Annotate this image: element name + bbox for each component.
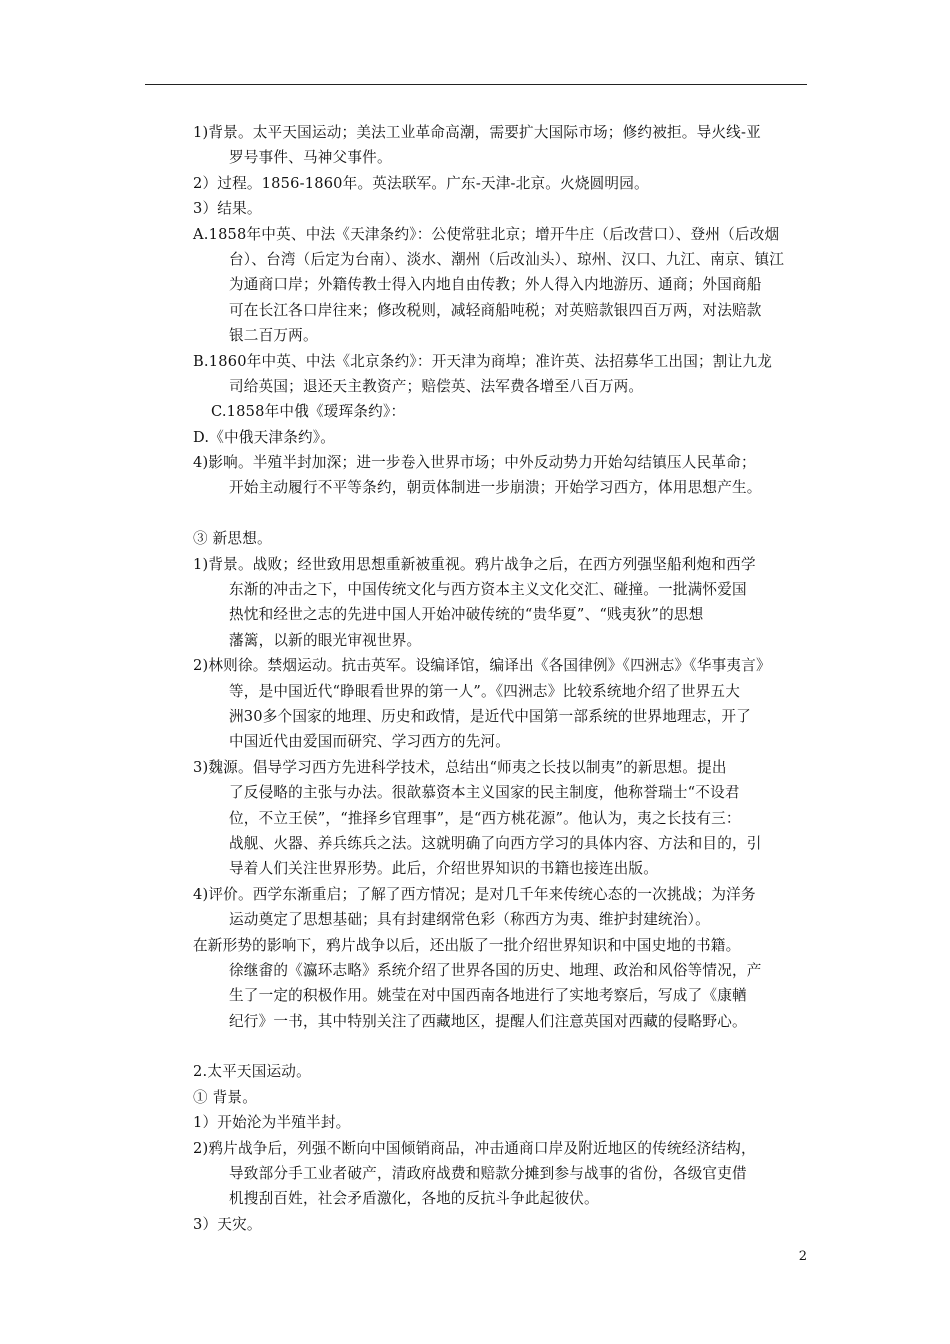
text-line: 2)鸦片战争后，列强不断向中国倾销商品，冲击通商口岸及附近地区的传统经济结构， [193, 1139, 756, 1157]
text-line: 纪行》一书，其中特别关注了西藏地区，提醒人们注意英国对西藏的侵略野心。 [229, 1012, 747, 1030]
paragraph-result-heading [193, 196, 813, 221]
text-line: 2)林则徐。禁烟运动。抗击英军。设编译馆，编译出《各国律例》《四洲志》《华事夷言》 [193, 657, 771, 675]
text-line: 等，是中国近代“睁眼看世界的第一人”。《四洲志》比较系统地介绍了世界五大 [229, 682, 741, 700]
paragraph-lin-zexu [193, 653, 813, 755]
paragraph-treaty-sino-russian-tianjin [193, 425, 813, 450]
section-heading-new-thought [193, 526, 813, 551]
text-line: 罗号事件、马神父事件。 [229, 149, 392, 167]
page-number: 2 [798, 1249, 807, 1264]
text-line: 4)影响。半殖半封加深；进一步卷入世界市场；中外反动势力开始勾结镇压人民革命； [193, 454, 756, 472]
paragraph-semi-colonial [193, 1110, 813, 1135]
text-line: 了反侵略的主张与办法。很歆慕资本主义国家的民主制度，他称誉瑞士“不设君 [229, 784, 740, 802]
text-line: 导着人们关注世界形势。此后，介绍世界知识的书籍也接连出版。 [229, 860, 659, 878]
text-line: 2.太平天国运动。 [193, 1063, 311, 1081]
text-line: B.1860年中英、中法《北京条约》：开天津为商埠；准许英、法招募华工出国；割让九龙 [193, 352, 772, 370]
paragraph-process [193, 171, 813, 196]
paragraph-background [193, 120, 813, 171]
text-line: A.1858年中英、中法《天津条约》：公使常驻北京；增开牛庄（后改营口）、登州（后改烟 [193, 225, 780, 243]
text-line: 1)背景。战败；经世致用思想重新被重视。鸦片战争之后，在西方列强坚船利炮和西学 [193, 555, 756, 573]
paragraph-after-opium-war [193, 1136, 813, 1212]
text-line: 在新形势的影响下，鸦片战争以后，还出版了一批介绍世界知识和中国史地的书籍。 [193, 936, 741, 954]
text-line: 洲30多个国家的地理、历史和政情，是近代中国第一部系统的世界地理志，开了 [229, 707, 751, 725]
text-line: 机搜刮百姓，社会矛盾激化，各地的反抗斗争此起彼伏。 [229, 1190, 599, 1208]
paragraph-impact [193, 450, 813, 501]
text-line: 2）过程。1856-1860年。英法联军。广东-天津-北京。火烧圆明园。 [193, 174, 649, 192]
paragraph-treaty-tianjin [193, 222, 813, 349]
document-body [193, 120, 813, 1237]
text-line: ③ 新思想。 [193, 530, 272, 548]
text-line: 开始主动履行不平等条约，朝贡体制进一步崩溃；开始学习西方，体用思想产生。 [229, 479, 762, 497]
text-line: 中国近代由爱国而研究、学习西方的先河。 [229, 733, 511, 751]
text-line: 1）开始沦为半殖半封。 [193, 1114, 351, 1132]
text-line: 藩篱，以新的眼光审视世界。 [229, 631, 422, 649]
header-rule [145, 84, 807, 85]
text-line: 可在长江各口岸往来；修改税则，减轻商船吨税；对英赔款银四百万两，对法赔款 [229, 301, 762, 319]
text-line: 1)背景。太平天国运动；美法工业革命高潮，需要扩大国际市场；修约被拒。导火线-亚 [193, 124, 761, 141]
text-line: 3）天灾。 [193, 1215, 262, 1233]
text-line: 位，不立王侯”，“推择乡官理事”，是“西方桃花源”。他认为，夷之长技有三： [229, 809, 741, 827]
text-line: 东渐的冲击之下，中国传统文化与西方资本主义文化交汇、碰撞。一批满怀爱国 [229, 581, 747, 599]
subheading-taiping-background [193, 1085, 813, 1110]
paragraph-wei-yuan [193, 755, 813, 882]
paragraph-treaty-aigun [193, 399, 813, 424]
paragraph-new-books [193, 933, 813, 1035]
text-line: 台）、台湾（后定为台南）、淡水、潮州（后改汕头）、琼州、汉口、九江、南京、镇江 [229, 250, 785, 268]
text-line: 司给英国；退还天主教资产；赔偿英、法军费各增至八百万两。 [229, 377, 644, 395]
text-line: 导致部分手工业者破产，清政府战费和赔款分摊到参与战事的省份，各级官吏借 [229, 1165, 747, 1183]
text-line: 3)魏源。倡导学习西方先进科学技术，总结出“师夷之长技以制夷”的新思想。提出 [193, 758, 727, 776]
blank-line [193, 1034, 813, 1059]
paragraph-thought-background [193, 552, 813, 654]
paragraph-evaluation [193, 882, 813, 933]
text-line: 生了一定的积极作用。姚莹在对中国西南各地进行了实地考察后，写成了《康輶 [229, 987, 747, 1005]
text-line: 徐继畬的《瀛环志略》系统介绍了世界各国的历史、地理、政治和风俗等情况，产 [229, 961, 762, 979]
text-line: 为通商口岸；外籍传教士得入内地自由传教；外人得入内地游历、通商；外国商船 [229, 276, 762, 294]
text-line: 战舰、火器、养兵练兵之法。这就明确了向西方学习的具体内容、方法和目的，引 [229, 834, 762, 852]
section-heading-taiping [193, 1059, 813, 1084]
text-line: 3）结果。 [193, 200, 262, 218]
text-line: D.《中俄天津条约》。 [193, 428, 336, 446]
paragraph-natural-disasters [193, 1212, 813, 1237]
text-line: ① 背景。 [193, 1088, 258, 1106]
text-line: 银二百万两。 [229, 327, 318, 345]
paragraph-treaty-beijing [193, 349, 813, 400]
blank-line [193, 501, 813, 526]
text-line: C.1858年中俄《瑷珲条约》： [211, 403, 406, 421]
text-line: 热忱和经世之志的先进中国人开始冲破传统的“贵华夏”、“贱夷狄”的思想 [229, 606, 704, 624]
text-line: 4)评价。西学东渐重启；了解了西方情况；是对几千年来传统心态的一次挑战；为洋务 [193, 885, 756, 903]
text-line: 运动奠定了思想基础；具有封建纲常色彩（称西方为夷、维护封建统治）。 [229, 911, 710, 929]
